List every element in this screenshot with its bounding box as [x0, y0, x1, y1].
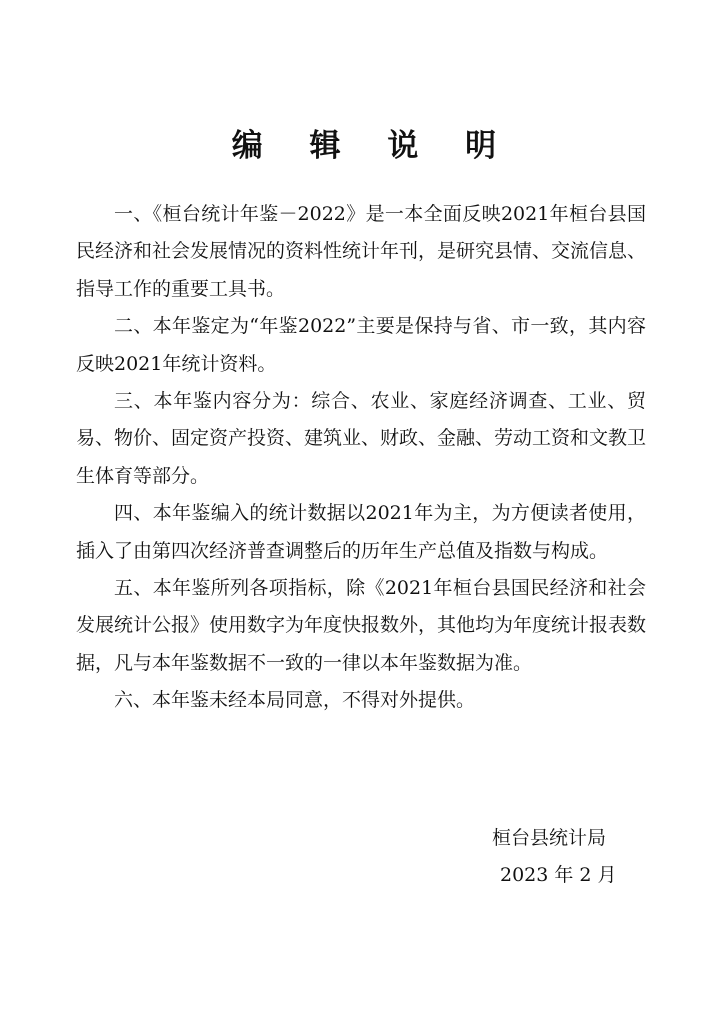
signature-date: 2023 年 2 月 [500, 864, 617, 886]
paragraph-5: 五、本年鉴所列各项指标，除《2021年桓台县国民经济和社会发展统计公报》使用数字为年度快报数外，其他均为年度统计报表数据，凡与本年鉴数据不一致的一律以本年鉴数据为准。 [76, 577, 647, 674]
paragraph-6: 六、本年鉴未经本局同意，不得对外提供。 [114, 689, 476, 712]
paragraph-2: 二、本年鉴定为“年鉴2022”主要是保持与省、市一致，其内容反映2021年统计资料。 [76, 315, 646, 375]
paragraph-1: 一、《桓台统计年鉴－2022》是一本全面反映2021年桓台县国民经济和社会发展情况的资料性统计年刊，是研究县情、交流信息、指导工作的重要工具书。 [76, 203, 647, 300]
signature-organization: 桓台县统计局 [492, 827, 607, 849]
document-body [76, 196, 646, 720]
paragraph-4: 四、本年鉴编入的统计数据以2021年为主，为方便读者使用，插入了由第四次经济普查调整后的历年生产总值及指数与构成。 [76, 502, 646, 562]
page-title: 编 辑 说 明 [231, 128, 515, 164]
signature-block [470, 820, 640, 894]
paragraph-3: 三、本年鉴内容分为：综合、农业、家庭经济调查、工业、贸易、物价、固定资产投资、建筑业、财政、金融、劳动工资和文教卫生体育等部分。 [76, 390, 647, 487]
